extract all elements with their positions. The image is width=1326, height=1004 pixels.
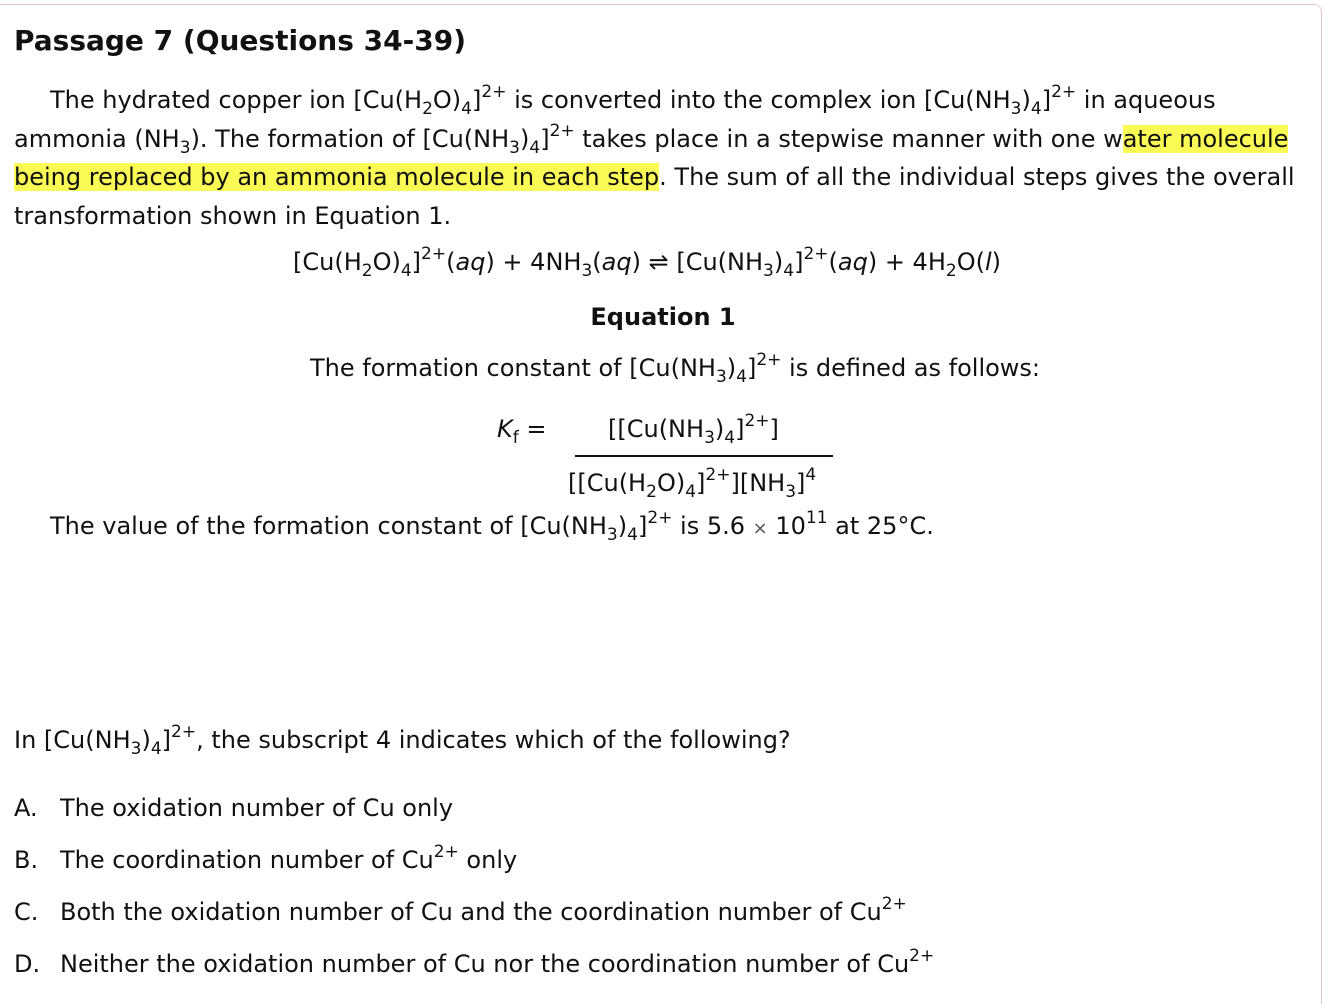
- passage-paragraph: The hydrated copper ion $[Cu(H_2O)_4]^{2+}$ is converted into the complex ion $[Cu(NH_3)_4]^{2+}$ in aqueous ammonia $(NH_3)$. The formation of $[Cu(NH_3)_4]^{2+}$ takes place in a stepwise manner with one water molecule being replaced by an ammonia molecule in each step. The sum of all the individual steps gives the overall transformation shown in Equation 1.: [14, 82, 1295, 230]
- formation-constant-value: The value of the formation constant of $[Cu(NH_3)_4]^{2+}$ is $5.6 \times 10^{11}$ at 25°C.: [50, 508, 934, 545]
- formation-constant-intro: The formation constant of $[Cu(NH_3)_4]^{2+}$ is defined as follows:: [310, 350, 1041, 387]
- equation-label: Equation 1: [590, 303, 736, 331]
- answer-choice-c[interactable]: [14, 894, 907, 926]
- kf-numerator: $[[Cu(NH_3)_4]^{2+}]$: [608, 411, 779, 448]
- answer-choice-d[interactable]: [14, 946, 935, 978]
- kf-symbol: $K_f$ =: [497, 415, 547, 448]
- times-icon: ×: [752, 518, 768, 539]
- choice-text: Neither the oxidation number of Cu nor the coordination number of $Cu^{2+}$: [60, 946, 935, 978]
- highlighted-text[interactable]: ater molecule being replaced by an ammonia molecule in each step: [14, 124, 1289, 191]
- answer-choice-b[interactable]: [14, 842, 518, 874]
- choice-text: The coordination number of $Cu^{2+}$ only: [60, 842, 518, 874]
- equation-1: $[Cu(H_2O)_4]^{2+}(aq) + 4NH_3(aq)$ ⇌ $[Cu(NH_3)_4]^{2+}(aq) + 4H_2O(l)$: [293, 244, 1002, 281]
- kf-denominator: $[[Cu(H_2O)_4]^{2+}][NH_3]^4$: [568, 465, 817, 502]
- choice-letter: C.: [14, 898, 39, 926]
- fraction-bar: [575, 455, 833, 457]
- passage-title: Passage 7 (Questions 34-39): [14, 24, 467, 57]
- choice-letter: D.: [14, 950, 41, 978]
- question-stem: In $[Cu(NH_3)_4]^{2+}$, the subscript 4 indicates which of the following?: [14, 722, 791, 759]
- answer-choice-a[interactable]: [14, 794, 453, 822]
- equilibrium-arrow-icon: ⇌: [648, 248, 669, 276]
- choice-text: The oxidation number of Cu only: [60, 794, 454, 822]
- choice-letter: B.: [14, 846, 39, 874]
- choice-letter: A.: [14, 794, 38, 822]
- choice-text: Both the oxidation number of Cu and the coordination number of $Cu^{2+}$: [60, 894, 907, 926]
